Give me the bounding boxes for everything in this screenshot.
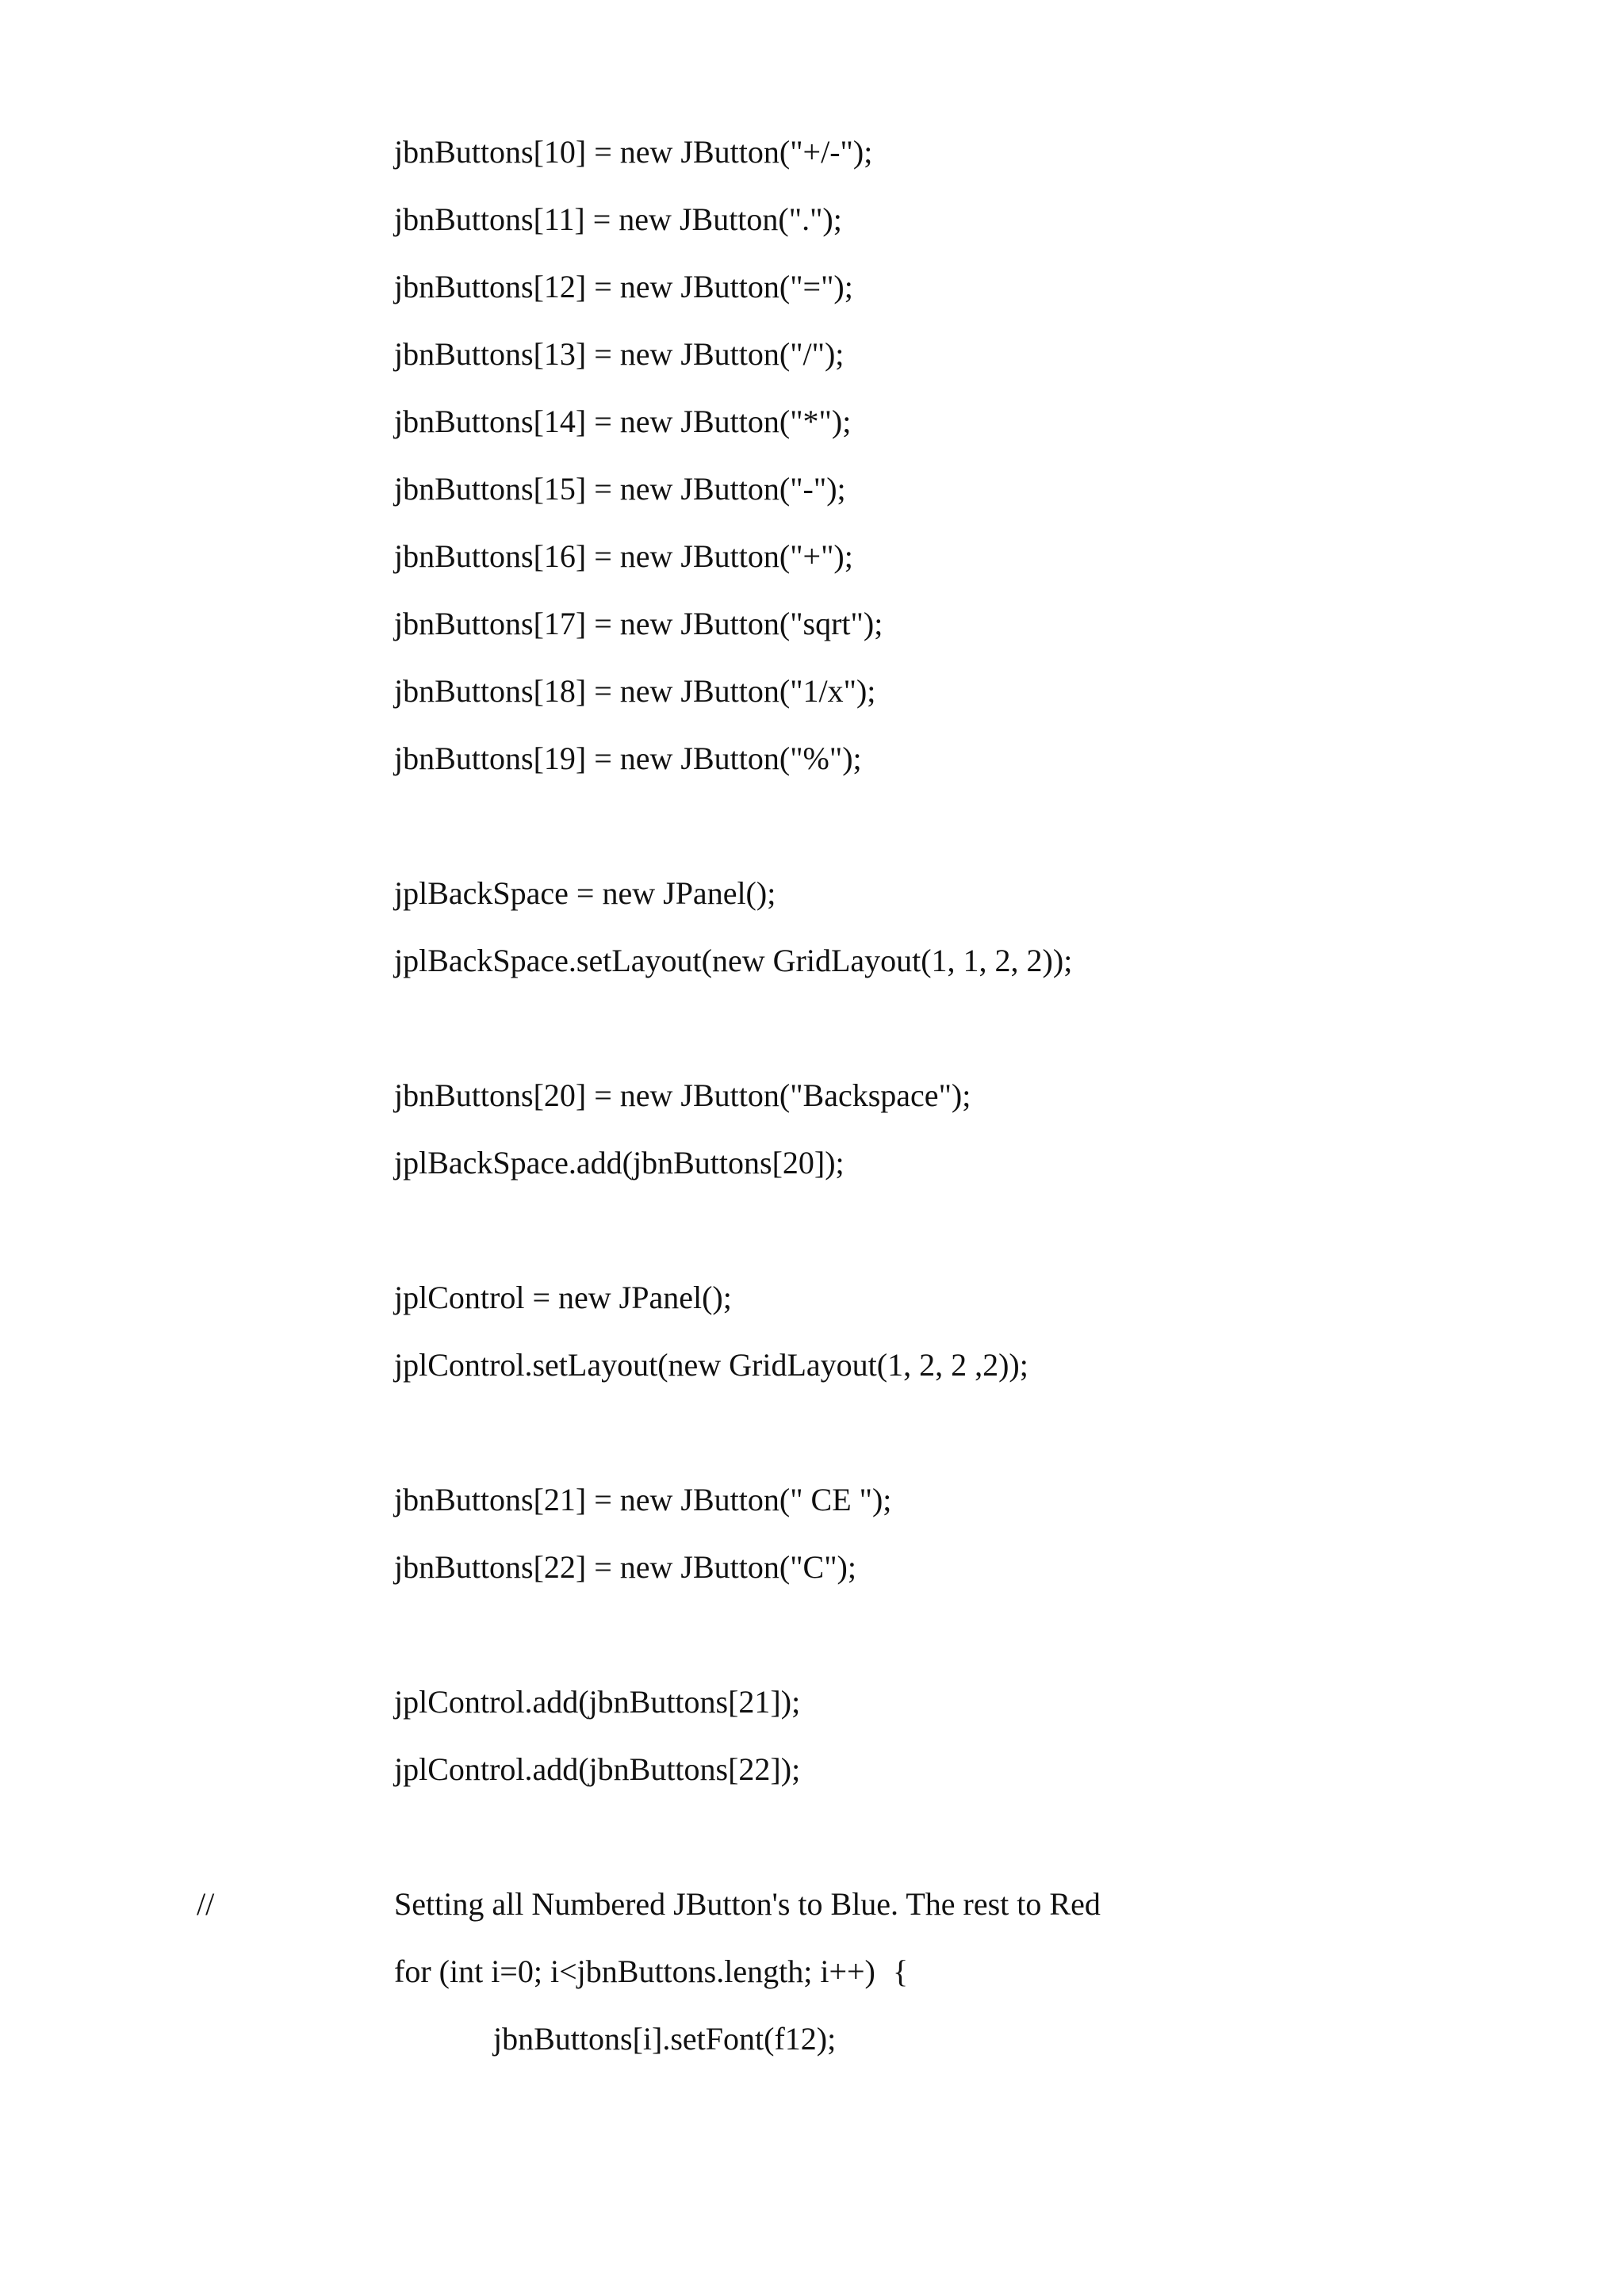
for-loop-line: for (int i=0; i<jbnButtons.length; i++) <box>394 1954 875 1989</box>
code-line-8: jbnButtons[17] = new JButton("sqrt"); <box>394 606 883 641</box>
code-line-14: jplBackSpace.add(jbnButtons[20]); <box>394 1145 845 1181</box>
code-line-3: jbnButtons[12] = new JButton("="); <box>394 269 853 304</box>
code-line-16: jplControl.setLayout(new GridLayout(1, 2, 2 ,2)); <box>394 1347 1028 1383</box>
code-line-15: jplControl = new JPanel(); <box>394 1280 732 1315</box>
code-line-2: jbnButtons[11] = new JButton("."); <box>394 201 842 237</box>
code-line-9: jbnButtons[18] = new JButton("1/x"); <box>394 673 876 709</box>
code-line-18: jbnButtons[22] = new JButton("C"); <box>394 1549 856 1585</box>
code-line-20: jplControl.add(jbnButtons[22]); <box>394 1751 801 1787</box>
code-line-7: jbnButtons[16] = new JButton("+"); <box>394 538 853 574</box>
comment-text: Setting all Numbered JButton's to Blue. The rest to Red <box>394 1886 1101 1922</box>
code-line-19: jplControl.add(jbnButtons[21]); <box>394 1684 801 1720</box>
code-line-1: jbnButtons[10] = new JButton("+/-"); <box>394 134 873 170</box>
open-brace: { <box>893 1954 909 1989</box>
code-line-17: jbnButtons[21] = new JButton(" CE "); <box>394 1482 892 1517</box>
code-line-13: jbnButtons[20] = new JButton("Backspace"); <box>394 1077 971 1113</box>
code-line-12: jplBackSpace.setLayout(new GridLayout(1, 1, 2, 2)); <box>394 943 1073 978</box>
code-line-5: jbnButtons[14] = new JButton("*"); <box>394 404 852 439</box>
code-line-set-font: jbnButtons[i].setFont(f12); <box>493 2021 837 2057</box>
code-line-4: jbnButtons[13] = new JButton("/"); <box>394 336 845 372</box>
code-line-11: jplBackSpace = new JPanel(); <box>394 875 776 911</box>
comment-marker: // <box>197 1886 215 1922</box>
code-line-10: jbnButtons[19] = new JButton("%"); <box>394 740 862 776</box>
code-line-6: jbnButtons[15] = new JButton("-"); <box>394 471 846 507</box>
